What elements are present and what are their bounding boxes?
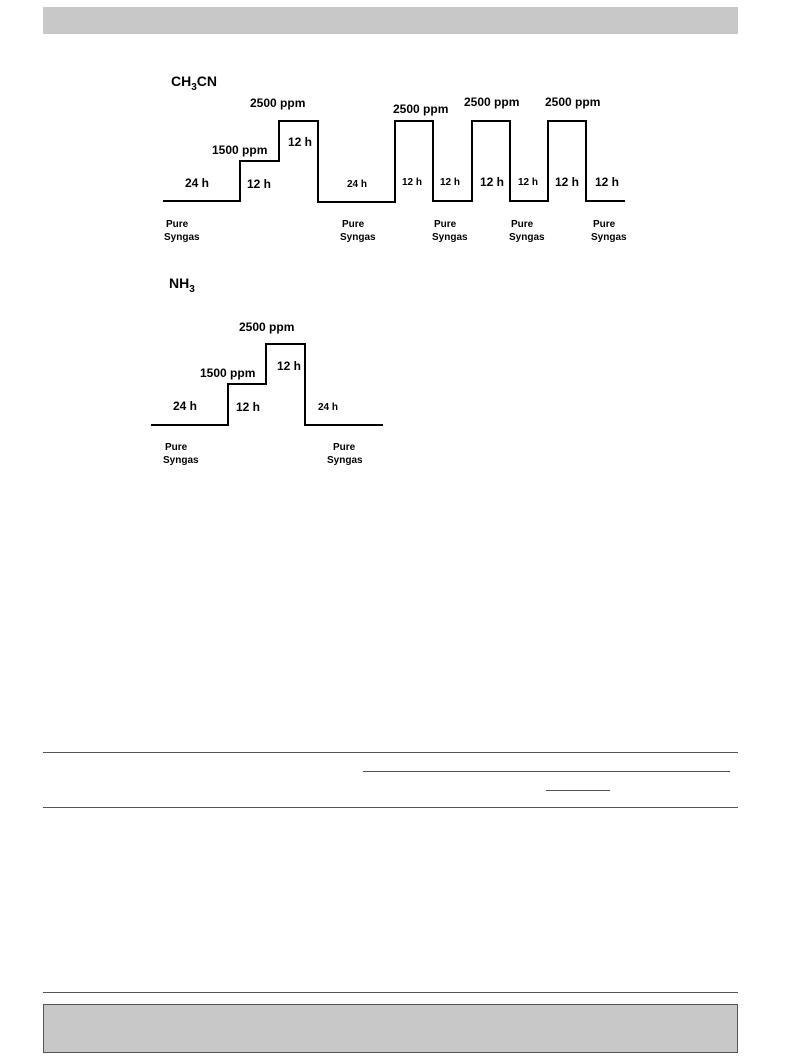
nh3-duration-4: 24 h [318,402,339,413]
nh3-duration-2: 12 h [236,400,261,414]
ch3cn-duration-8: 12 h [518,177,539,188]
table-subspan-rule [546,790,610,791]
ch3cn-pure-syngas-label-4 [509,219,545,243]
ch3cn-label-2500ppm-3: 2500 ppm [464,95,520,109]
table-header-rule [43,807,738,808]
svg-text:Syngas: Syngas [340,232,376,243]
ch3cn-duration-5: 12 h [402,177,423,188]
ch3cn-pure-syngas-label-2 [340,219,376,243]
svg-text:Pure: Pure [511,219,534,230]
nh3-duration-3: 12 h [277,359,302,373]
ch3cn-duration-2: 12 h [247,177,272,191]
nh3-diagram [151,275,383,466]
nh3-label-1500ppm: 1500 ppm [200,366,256,380]
svg-text:Pure: Pure [593,219,616,230]
ch3cn-duration-9: 12 h [555,175,580,189]
nh3-pure-syngas-label-1 [163,442,199,466]
svg-text:Syngas: Syngas [164,232,200,243]
svg-text:Syngas: Syngas [163,455,199,466]
ch3cn-label-2500ppm-1: 2500 ppm [250,96,306,110]
ch3cn-label-2500ppm-2: 2500 ppm [393,102,449,116]
table-span-rule [363,771,730,772]
ch3cn-duration-4: 24 h [347,179,368,190]
svg-text:Pure: Pure [434,219,457,230]
nh3-pure-syngas-label-2 [327,442,363,466]
ch3cn-duration-3: 12 h [288,135,313,149]
ch3cn-label-2500ppm-4: 2500 ppm [545,95,601,109]
ch3cn-pure-syngas-label-1 [164,219,200,243]
ch3cn-duration-10: 12 h [595,175,620,189]
ch3cn-label-1500ppm: 1500 ppm [212,143,268,157]
ch3cn-concentration-trace [163,121,625,202]
ch3cn-duration-7: 12 h [480,175,505,189]
nh3-title: $NH_3$ [169,275,195,295]
nh3-duration-1: 24 h [173,399,198,413]
ch3cn-pure-syngas-label-5 [591,219,627,243]
svg-text:Syngas: Syngas [432,232,468,243]
svg-text:Syngas: Syngas [509,232,545,243]
ch3cn-title: $CH_3CN$ [171,73,218,93]
ch3cn-duration-1: 24 h [185,176,210,190]
footer-band [43,1004,738,1053]
ch3cn-pure-syngas-label-3 [432,219,468,243]
svg-text:Syngas: Syngas [327,455,363,466]
svg-text:Pure: Pure [166,219,189,230]
nh3-label-2500ppm: 2500 ppm [239,320,295,334]
svg-text:Pure: Pure [165,442,188,453]
ch3cn-duration-6: 12 h [440,177,461,188]
table-top-rule [43,752,738,753]
table-bottom-rule [43,992,738,993]
svg-text:Pure: Pure [333,442,356,453]
svg-text:Syngas: Syngas [591,232,627,243]
ch3cn-diagram [163,73,627,243]
svg-text:Pure: Pure [342,219,365,230]
